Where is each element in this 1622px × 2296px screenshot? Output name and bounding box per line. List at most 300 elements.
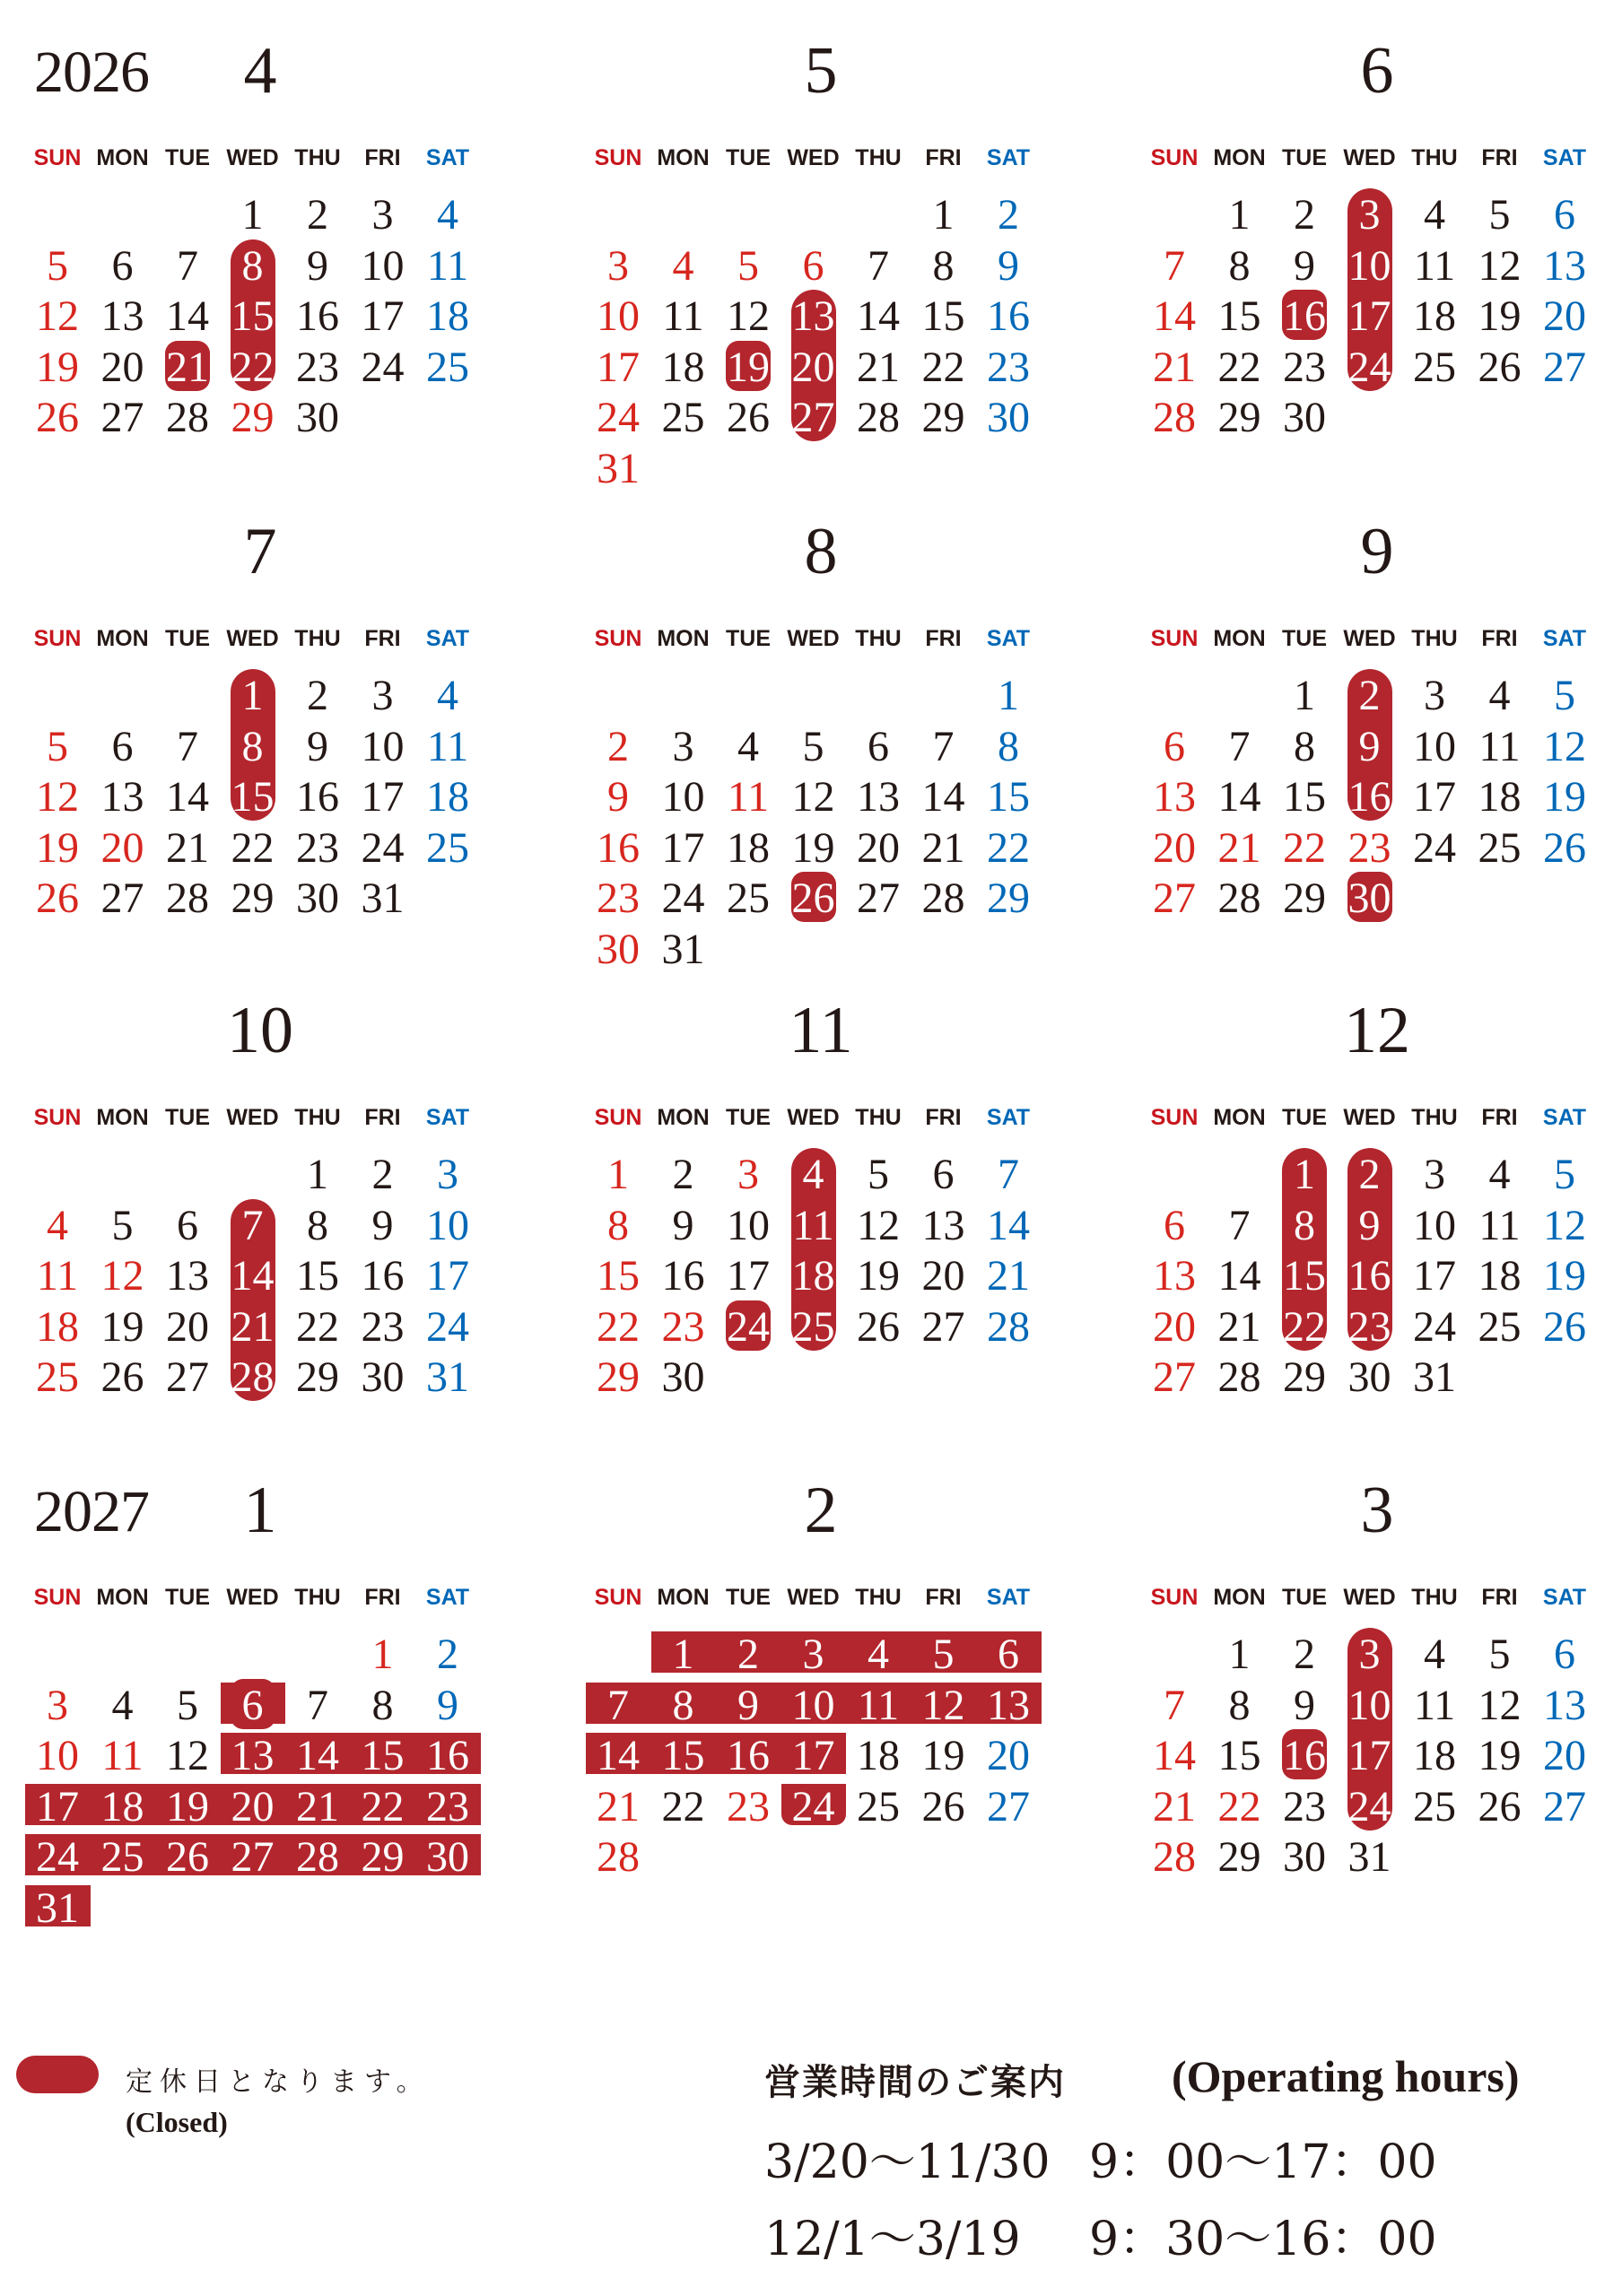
- calendar-day: 26: [36, 874, 79, 922]
- calendar-day: 11: [1413, 1681, 1456, 1729]
- weekday-thu: THU: [855, 1585, 902, 1610]
- weekday-mon: MON: [96, 1105, 149, 1130]
- calendar-day: 27: [1153, 1353, 1196, 1401]
- weekday-sun: SUN: [594, 1585, 642, 1610]
- weekday-mon: MON: [1213, 1105, 1266, 1130]
- calendar-day: 9: [1358, 1201, 1381, 1249]
- weekday-fri: FRI: [364, 626, 401, 651]
- calendar-day: 4: [47, 1201, 68, 1249]
- calendar-day: 31: [36, 1883, 79, 1932]
- closed-legend-swatch: [16, 2056, 99, 2093]
- weekday-wed: WED: [1343, 626, 1396, 651]
- calendar-day: 11: [36, 1252, 79, 1300]
- weekday-fri: FRI: [925, 145, 962, 170]
- calendar-day: 19: [921, 1732, 965, 1779]
- hours-time: 9：30〜16：00: [1089, 2213, 1437, 2266]
- calendar-day: 23: [1283, 343, 1326, 391]
- hours-time: 9：00〜17：00: [1089, 2135, 1437, 2189]
- month-number: 4: [243, 34, 277, 108]
- calendar-day: 6: [177, 1201, 198, 1249]
- calendar-day: 9: [998, 241, 1019, 290]
- calendar-day: 30: [987, 394, 1030, 441]
- calendar-day: 1: [241, 191, 264, 239]
- calendar-day: 26: [727, 394, 770, 441]
- calendar-day: 13: [921, 1201, 965, 1249]
- calendar-day: 14: [1217, 1252, 1261, 1300]
- calendar-day: 14: [231, 1252, 275, 1300]
- calendar-day: 29: [987, 874, 1030, 922]
- calendar-day: 2: [1358, 1151, 1381, 1198]
- calendar-day: 3: [371, 672, 394, 719]
- calendar-day: 1: [371, 1631, 394, 1678]
- weekday-fri: FRI: [1481, 626, 1518, 651]
- calendar-day: 5: [1488, 1631, 1511, 1678]
- calendar-day: 31: [1347, 1833, 1391, 1881]
- weekday-sat: SAT: [1542, 1105, 1587, 1130]
- weekday-sun: SUN: [33, 626, 82, 651]
- calendar-day: 12: [921, 1681, 965, 1729]
- calendar-day: 30: [661, 1353, 705, 1401]
- weekday-thu: THU: [294, 1585, 341, 1610]
- calendar-day: 1: [1228, 191, 1251, 239]
- month-7: [27, 508, 493, 974]
- calendar-day: 25: [100, 1833, 144, 1881]
- calendar-day: 21: [987, 1252, 1030, 1300]
- calendar-day: 3: [1424, 672, 1445, 719]
- calendar-day: 21: [1153, 343, 1196, 391]
- calendar-day: 23: [1347, 1302, 1391, 1351]
- weekday-wed: WED: [787, 626, 840, 651]
- calendar-day: 14: [921, 773, 965, 821]
- calendar-day: 7: [868, 241, 889, 290]
- calendar-day: 2: [1294, 191, 1315, 239]
- calendar-day: 3: [737, 1151, 759, 1198]
- calendar-day: 20: [1543, 292, 1586, 340]
- weekday-wed: WED: [226, 626, 279, 651]
- calendar-day: 25: [791, 1302, 835, 1351]
- calendar-day: 16: [361, 1252, 405, 1300]
- calendar-day: 27: [231, 1833, 275, 1881]
- weekday-mon: MON: [96, 626, 149, 651]
- calendar-day: 9: [1294, 241, 1315, 290]
- calendar-day: 14: [987, 1201, 1030, 1249]
- calendar-day: 30: [361, 1353, 405, 1401]
- weekday-fri: FRI: [1481, 145, 1518, 170]
- calendar-day: 18: [426, 292, 469, 340]
- calendar-day: 3: [371, 191, 394, 239]
- calendar-day: 31: [597, 444, 640, 492]
- calendar-day: 11: [426, 722, 469, 770]
- calendar-day: 28: [1153, 394, 1196, 441]
- calendar-day: 28: [166, 394, 209, 441]
- calendar-day: 9: [307, 241, 328, 290]
- calendar-day: 24: [1413, 823, 1456, 872]
- calendar-day: 25: [857, 1782, 900, 1831]
- calendar-day: 25: [426, 343, 469, 391]
- calendar-day: 28: [1153, 1833, 1196, 1881]
- calendar-day: 11: [1478, 722, 1521, 770]
- calendar-day: 18: [1478, 1252, 1522, 1300]
- calendar-day: 5: [47, 722, 68, 770]
- calendar-day: 17: [661, 823, 705, 872]
- calendar-day: 26: [1478, 1782, 1522, 1831]
- calendar-day: 28: [1217, 1353, 1261, 1401]
- calendar-day: 29: [1217, 1833, 1261, 1881]
- calendar-day: 12: [100, 1252, 144, 1300]
- calendar-day: 4: [1488, 672, 1511, 719]
- calendar-day: 24: [361, 823, 405, 872]
- calendar-day: 17: [791, 1732, 835, 1779]
- calendar-day: 19: [791, 823, 835, 872]
- calendar-day: 24: [1347, 1782, 1391, 1831]
- calendar-day: 18: [36, 1302, 79, 1351]
- calendar-day: 19: [36, 823, 79, 872]
- calendar-day: 22: [921, 343, 965, 391]
- calendar-day: 21: [1153, 1782, 1196, 1831]
- calendar-day: 30: [1347, 1353, 1391, 1401]
- calendar-day: 19: [857, 1252, 900, 1300]
- calendar-day: 4: [1424, 191, 1445, 239]
- calendar-day: 23: [296, 343, 339, 391]
- weekday-tue: TUE: [1282, 1105, 1327, 1130]
- weekday-fri: FRI: [925, 1105, 962, 1130]
- year-label: 2027: [34, 1479, 149, 1544]
- calendar-day: 28: [166, 874, 209, 922]
- hours-period: 12/1〜3/19: [764, 2213, 1021, 2266]
- calendar-day: 14: [166, 292, 209, 340]
- weekday-thu: THU: [294, 145, 341, 170]
- calendar-day: 2: [737, 1631, 759, 1678]
- calendar-day: 4: [868, 1631, 889, 1678]
- calendar-day: 13: [100, 773, 144, 821]
- calendar-day: 9: [1358, 722, 1381, 770]
- calendar-day: 16: [296, 773, 339, 821]
- month-5: [588, 27, 1054, 493]
- calendar-day: 12: [1478, 241, 1522, 290]
- calendar-day: 17: [426, 1252, 469, 1300]
- calendar-day: 15: [1283, 773, 1326, 821]
- calendar-day: 10: [361, 722, 405, 770]
- calendar-day: 4: [1488, 1151, 1511, 1198]
- calendar-day: 5: [177, 1681, 198, 1729]
- calendar-day: 6: [111, 241, 134, 290]
- calendar-day: 14: [166, 773, 209, 821]
- month-6: [1144, 27, 1610, 493]
- weekday-tue: TUE: [165, 626, 210, 651]
- calendar-day: 16: [661, 1252, 705, 1300]
- calendar-day: 16: [426, 1732, 469, 1779]
- calendar-day: 11: [662, 292, 704, 340]
- calendar-day: 11: [792, 1201, 834, 1249]
- weekday-wed: WED: [1343, 1105, 1396, 1130]
- month-number: 1: [243, 1474, 277, 1547]
- calendar-day: 13: [1543, 1681, 1586, 1729]
- calendar-day: 21: [857, 343, 900, 391]
- calendar-day: 20: [987, 1732, 1030, 1779]
- calendar-day: 26: [36, 394, 79, 441]
- calendar-day: 9: [1294, 1681, 1315, 1729]
- calendar-day: 5: [932, 1631, 955, 1678]
- calendar-day: 7: [607, 1681, 629, 1729]
- weekday-tue: TUE: [165, 1105, 210, 1130]
- calendar-day: 19: [166, 1782, 209, 1831]
- calendar-day: 19: [1478, 1732, 1522, 1779]
- weekday-thu: THU: [855, 145, 902, 170]
- calendar-day: 3: [1358, 1631, 1381, 1678]
- calendar-day: 28: [597, 1833, 640, 1881]
- weekday-tue: TUE: [726, 1105, 771, 1130]
- calendar-day: 4: [672, 241, 694, 290]
- calendar-day: 10: [661, 773, 705, 821]
- calendar-day: 17: [1413, 773, 1456, 821]
- calendar-day: 13: [166, 1252, 209, 1300]
- calendar-day: 1: [307, 1151, 328, 1198]
- weekday-mon: MON: [96, 145, 149, 170]
- calendar-day: 28: [987, 1302, 1030, 1351]
- calendar-day: 4: [1424, 1631, 1445, 1678]
- calendar-day: 8: [1228, 1681, 1251, 1729]
- weekday-mon: MON: [1213, 1585, 1266, 1610]
- calendar-day: 13: [1153, 1252, 1196, 1300]
- weekday-sun: SUN: [594, 626, 642, 651]
- month-number: 11: [789, 994, 853, 1067]
- calendar-day: 21: [597, 1782, 640, 1831]
- weekday-thu: THU: [855, 626, 902, 651]
- calendar-day: 26: [791, 874, 835, 922]
- calendar-day: 4: [437, 191, 458, 239]
- calendar-day: 30: [1283, 1833, 1326, 1881]
- calendar-day: 17: [361, 773, 405, 821]
- calendar-day: 12: [1543, 722, 1586, 770]
- calendar-day: 23: [727, 1782, 770, 1831]
- calendar-day: 22: [1217, 1782, 1261, 1831]
- weekday-sun: SUN: [1150, 1105, 1199, 1130]
- calendar-day: 20: [1153, 1302, 1196, 1351]
- calendar-day: 4: [737, 722, 759, 770]
- calendar-day: 13: [857, 773, 900, 821]
- calendar-day: 7: [1164, 241, 1185, 290]
- calendar-day: 10: [1347, 1681, 1391, 1729]
- calendar-day: 6: [1554, 191, 1575, 239]
- calendar-day: 12: [36, 292, 79, 340]
- calendar-day: 19: [36, 343, 79, 391]
- calendar-day: 15: [987, 773, 1030, 821]
- weekday-mon: MON: [657, 1585, 710, 1610]
- calendar-day: 25: [1413, 1782, 1456, 1831]
- calendar-day: 6: [1164, 722, 1185, 770]
- weekday-tue: TUE: [165, 1585, 210, 1610]
- calendar-day: 7: [932, 722, 955, 770]
- calendar-day: 25: [426, 823, 469, 872]
- calendar-day: 1: [1294, 1151, 1315, 1198]
- weekday-thu: THU: [1411, 145, 1458, 170]
- calendar-day: 12: [166, 1732, 209, 1779]
- calendar-day: 6: [111, 722, 134, 770]
- calendar-day: 5: [868, 1151, 889, 1198]
- weekday-wed: WED: [787, 1105, 840, 1130]
- year-label: 2026: [34, 39, 149, 105]
- calendar-day: 18: [100, 1782, 144, 1831]
- weekday-fri: FRI: [925, 1585, 962, 1610]
- calendar-day: 26: [1478, 343, 1522, 391]
- calendar-day: 8: [607, 1201, 629, 1249]
- calendar-day: 7: [1164, 1681, 1185, 1729]
- calendar-day: 10: [36, 1732, 79, 1779]
- calendar-day: 25: [1478, 823, 1522, 872]
- calendar-day: 16: [987, 292, 1030, 340]
- calendar-day: 8: [998, 722, 1019, 770]
- weekday-fri: FRI: [364, 145, 401, 170]
- weekday-thu: THU: [294, 1105, 341, 1130]
- calendar-day: 12: [1478, 1681, 1522, 1729]
- month-11: [588, 987, 1054, 1453]
- calendar-day: 22: [231, 343, 275, 391]
- weekday-fri: FRI: [925, 626, 962, 651]
- calendar-day: 27: [987, 1782, 1030, 1831]
- month-number: 9: [1360, 515, 1394, 588]
- calendar-day: 25: [661, 394, 705, 441]
- calendar-day: 23: [361, 1302, 405, 1351]
- calendar-day: 17: [1347, 1732, 1391, 1779]
- calendar-day: 21: [921, 823, 965, 872]
- calendar-day: 10: [1347, 241, 1391, 290]
- weekday-mon: MON: [1213, 145, 1266, 170]
- calendar-day: 22: [1217, 343, 1261, 391]
- calendar-day: 20: [100, 823, 144, 872]
- calendar-day: 20: [791, 343, 835, 391]
- weekday-mon: MON: [657, 1105, 710, 1130]
- calendar-day: 24: [36, 1833, 79, 1881]
- calendar-day: 18: [727, 823, 770, 872]
- calendar-day: 10: [361, 241, 405, 290]
- calendar-day: 6: [241, 1681, 264, 1729]
- calendar-day: 13: [791, 292, 835, 340]
- calendar-day: 24: [426, 1302, 469, 1351]
- calendar-day: 2: [672, 1151, 694, 1198]
- calendar-day: 2: [1294, 1631, 1315, 1678]
- calendar-day: 25: [36, 1353, 79, 1401]
- calendar-day: 14: [1153, 1732, 1196, 1779]
- weekday-tue: TUE: [165, 145, 210, 170]
- weekday-sat: SAT: [1542, 626, 1587, 651]
- calendar-day: 15: [1283, 1252, 1326, 1300]
- calendar-day: 30: [296, 394, 339, 441]
- calendar-day: 27: [100, 394, 144, 441]
- month-number: 2: [804, 1474, 838, 1547]
- calendar-day: 3: [47, 1681, 68, 1729]
- calendar-day: 30: [597, 925, 640, 973]
- calendar-day: 13: [1543, 241, 1586, 290]
- calendar-day: 10: [597, 292, 640, 340]
- weekday-sat: SAT: [425, 1585, 470, 1610]
- calendar-day: 16: [1347, 1252, 1391, 1300]
- calendar-day: 17: [1347, 292, 1391, 340]
- calendar-day: 14: [1153, 292, 1196, 340]
- calendar-day: 12: [791, 773, 835, 821]
- calendar-day: 28: [296, 1833, 339, 1881]
- calendar-day: 25: [1413, 343, 1456, 391]
- calendar-day: 7: [998, 1151, 1019, 1198]
- calendar-day: 11: [1478, 1201, 1521, 1249]
- calendar-day: 16: [597, 823, 640, 872]
- month-number: 12: [1344, 994, 1410, 1067]
- weekday-thu: THU: [855, 1105, 902, 1130]
- calendar-day: 27: [1153, 874, 1196, 922]
- month-number: 7: [243, 515, 277, 588]
- calendar-day: 20: [1543, 1732, 1586, 1779]
- calendar-day: 26: [921, 1782, 965, 1831]
- calendar-day: 11: [1413, 241, 1456, 290]
- calendar-day: 1: [1228, 1631, 1251, 1678]
- calendar-day: 8: [1294, 722, 1315, 770]
- month-number: 3: [1360, 1474, 1394, 1547]
- calendar-day: 14: [1217, 773, 1261, 821]
- weekday-wed: WED: [226, 145, 279, 170]
- calendar-day: 26: [857, 1302, 900, 1351]
- calendar-day: 28: [857, 394, 900, 441]
- calendar-day: 14: [597, 1732, 640, 1779]
- calendar-day: 24: [1347, 343, 1391, 391]
- weekday-thu: THU: [1411, 626, 1458, 651]
- calendar-day: 5: [802, 722, 824, 770]
- weekday-sat: SAT: [1542, 1585, 1587, 1610]
- calendar-day: 24: [361, 343, 405, 391]
- weekday-tue: TUE: [1282, 145, 1327, 170]
- weekday-sat: SAT: [986, 1585, 1031, 1610]
- calendar-day: 11: [101, 1732, 144, 1779]
- calendar-day: 9: [371, 1201, 394, 1249]
- calendar-day: 11: [426, 241, 469, 290]
- month-9: [1144, 508, 1610, 974]
- calendar-day: 23: [661, 1302, 705, 1351]
- calendar-day: 21: [1217, 1302, 1261, 1351]
- calendar-day: 28: [921, 874, 965, 922]
- calendar-day: 18: [426, 773, 469, 821]
- calendar-day: 1: [672, 1631, 694, 1678]
- calendar-day: 18: [1413, 292, 1456, 340]
- calendar-day: 31: [1413, 1353, 1456, 1401]
- calendar-day: 8: [1294, 1201, 1315, 1249]
- calendar-day: 19: [727, 343, 770, 391]
- calendar-day: 15: [231, 292, 275, 340]
- calendar-day: 24: [727, 1302, 770, 1351]
- calendar-day: 29: [361, 1833, 405, 1881]
- weekday-thu: THU: [294, 626, 341, 651]
- month-number: 6: [1360, 34, 1394, 108]
- calendar-day: 27: [1543, 343, 1586, 391]
- calendar-day: 15: [231, 773, 275, 821]
- weekday-sun: SUN: [1150, 1585, 1199, 1610]
- calendar-day: 22: [597, 1302, 640, 1351]
- calendar-day: 28: [1217, 874, 1261, 922]
- calendar-day: 19: [1543, 773, 1586, 821]
- calendar-day: 27: [100, 874, 144, 922]
- calendar-day: 29: [1283, 874, 1326, 922]
- calendar-day: 1: [607, 1151, 629, 1198]
- calendar-day: 16: [1283, 1732, 1326, 1779]
- weekday-tue: TUE: [1282, 626, 1327, 651]
- weekday-sun: SUN: [594, 145, 642, 170]
- weekday-wed: WED: [1343, 145, 1396, 170]
- calendar-day: 23: [597, 874, 640, 922]
- calendar-day: 8: [371, 1681, 394, 1729]
- calendar-day: 17: [597, 343, 640, 391]
- calendar-day: 7: [177, 722, 198, 770]
- calendar-day: 16: [727, 1732, 770, 1779]
- calendar-day: 22: [361, 1782, 405, 1831]
- weekday-tue: TUE: [1282, 1585, 1327, 1610]
- weekday-tue: TUE: [726, 626, 771, 651]
